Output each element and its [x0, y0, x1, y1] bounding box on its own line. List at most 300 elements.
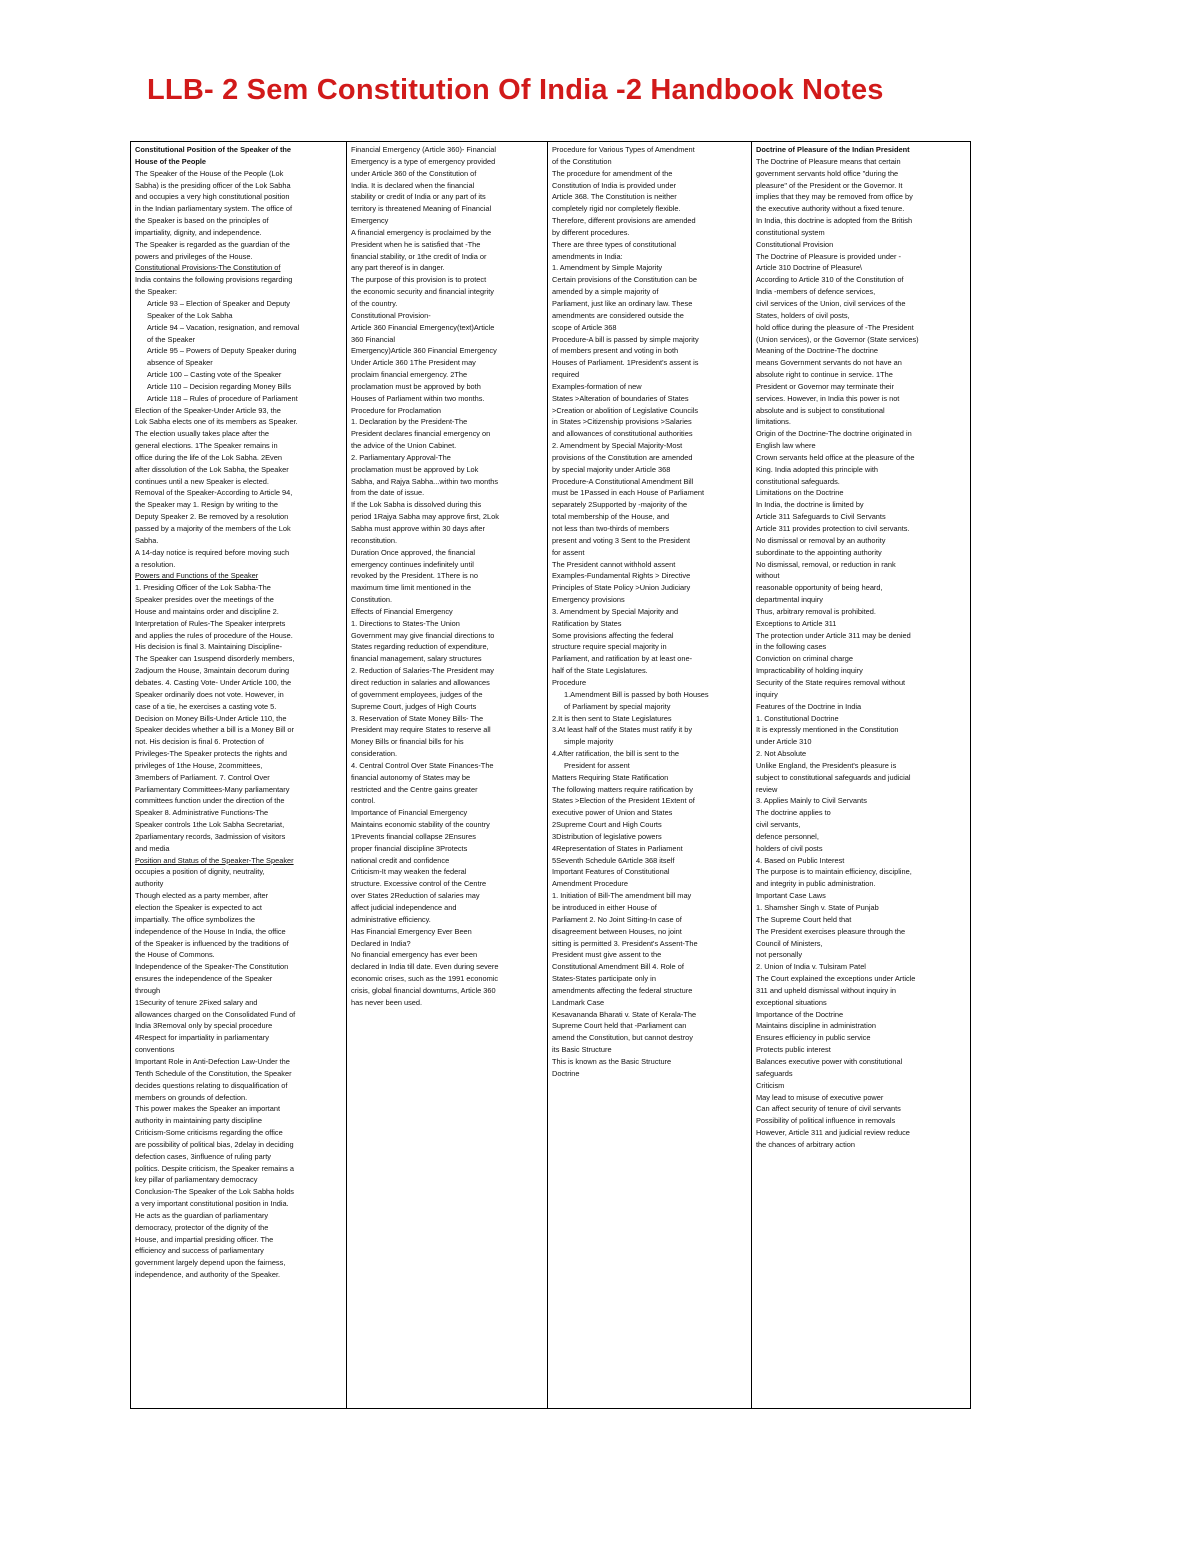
note-line: Ratification by States [552, 618, 622, 628]
note-line: emergency continues indefinitely until [351, 559, 474, 569]
note-line: separately 2Supported by -majority of the [552, 500, 688, 510]
note-line: debates. 4. Casting Vote- Under Article 100, the [135, 677, 292, 687]
note-line: stability or credit of India or any part of its [351, 192, 486, 202]
note-line: independence, and authority of the Speaker. [135, 1270, 281, 1280]
note-line: States regarding reduction of expenditure, [351, 642, 489, 652]
note-line: powers and privileges of the House. [135, 251, 253, 261]
note-line: Constitutional Provisions-The Constitution of [135, 263, 281, 273]
note-line: without [756, 571, 780, 581]
note-line: Speaker ordinarily does not vote. However, in [135, 689, 284, 699]
note-line: proclamation must be approved by both [351, 381, 481, 391]
note-line: Supreme Court held that -Parliament can [552, 1021, 687, 1031]
note-line: Removal of the Speaker-According to Article 94, [135, 488, 293, 498]
note-line: 1.Amendment Bill is passed by both Houses [564, 689, 709, 699]
note-line: May lead to misuse of executive power [756, 1092, 884, 1102]
note-line: States >Election of the President 1Extent of [552, 796, 695, 806]
note-line: proclaim financial emergency. 2The [351, 370, 468, 380]
note-line: 3. Reservation of State Money Bills- The [351, 713, 484, 723]
note-line: not less than two-thirds of members [552, 524, 670, 533]
note-line: exceptional situations [756, 997, 827, 1007]
note-line: Speaker of the Lok Sabha [147, 310, 233, 320]
note-line: Effects of Financial Emergency [351, 606, 453, 616]
note-line: 360 Financial [351, 334, 395, 344]
note-line: holders of civil posts [756, 843, 823, 853]
note-line: through [135, 985, 161, 995]
note-line: government largely depend upon the fairness, [135, 1258, 286, 1268]
note-line: under Article 360 of the Constitution of [351, 168, 477, 178]
note-line: government servants hold office "during the [756, 168, 899, 178]
note-line: 2adjourn the House, 3maintain decorum during [135, 666, 290, 676]
note-line: >Creation or abolition of Legislative Councils [552, 405, 699, 415]
note-line: absence of Speaker [147, 358, 213, 368]
note-line: 1. Initiation of Bill-The amendment bill may [552, 891, 692, 901]
note-line: proclamation must be approved by Lok [351, 464, 479, 474]
note-line: in the following cases [756, 642, 827, 652]
note-line: 2. Amendment by Special Majority-Most [552, 441, 683, 451]
note-line: hold office during the pleasure of -The President [756, 322, 914, 332]
note-line: total membership of the House, and [552, 512, 670, 522]
note-line: If the Lok Sabha is dissolved during this [351, 500, 482, 510]
note-line: territory is threatened Meaning of Financial [351, 204, 492, 214]
note-line: and integrity in public administration. [756, 879, 876, 889]
note-line: provisions of the Constitution are amended [552, 452, 693, 462]
notes-column-doctrine-of-pleasure [752, 142, 970, 1408]
note-line: No financial emergency has ever been [351, 950, 478, 960]
note-line: absolute and is subject to constitutional [756, 405, 885, 415]
note-line: 2. Union of India v. Tulsiram Patel [756, 962, 866, 972]
note-line: constitutional safeguards. [756, 476, 840, 486]
note-line: amendments in India: [552, 251, 623, 261]
note-line: departmental inquiry [756, 595, 823, 605]
note-line: 2. Reduction of Salaries-The President may [351, 666, 494, 676]
note-line: Exceptions to Article 311 [756, 618, 837, 628]
note-line: Constitutional Position of the Speaker of the [135, 145, 292, 154]
note-line: The Speaker of the House of the People (Lok [135, 168, 284, 178]
note-line: Government may give financial directions to [351, 630, 495, 640]
note-line: Sabha. [135, 535, 159, 545]
note-line: of government employees, judges of the [351, 689, 483, 699]
notes-column-speaker [131, 142, 347, 1408]
note-line: Supreme Court, judges of High Courts [351, 701, 477, 711]
note-line: Principles of State Policy >Union Judiciary [552, 583, 691, 593]
notes-column-amendment-procedure [548, 142, 752, 1408]
note-line: conventions [135, 1045, 175, 1055]
note-line: Procedure [552, 677, 587, 687]
note-line: 1Security of tenure 2Fixed salary and [135, 997, 258, 1007]
notes-table [130, 141, 971, 1409]
note-line: simple majority [564, 737, 614, 747]
note-line: of the Speaker [147, 334, 196, 344]
note-line: Impracticability of holding inquiry [756, 666, 863, 676]
note-line: of the Speaker is influenced by the traditions of [135, 938, 289, 948]
note-line: crisis, global financial downturns, Article 360 [351, 985, 496, 995]
note-line: States-States participate only in [552, 974, 656, 984]
note-line: present and voting 3 Sent to the President [552, 535, 691, 545]
note-line: amendments are considered outside the [552, 310, 684, 320]
note-line: Important Case Laws [756, 891, 826, 901]
note-line: English law where [756, 441, 816, 451]
note-line: 2. Parliamentary Approval-The [351, 452, 451, 462]
note-line: Constitution of India is provided under [552, 180, 677, 190]
note-line: structure. Excessive control of the Centre [351, 879, 487, 889]
note-line: maximum time limit mentioned in the [351, 583, 471, 593]
note-line: In India, this doctrine is adopted from the British [756, 216, 913, 226]
note-line: Landmark Case [552, 997, 605, 1007]
note-line: civil services of the Union, civil services of the [756, 298, 906, 308]
note-line: Emergency provisions [552, 595, 625, 605]
note-line: disagreement between Houses, no joint [552, 926, 682, 936]
note-line: Origin of the Doctrine-The doctrine originated in [756, 429, 912, 439]
note-line: Speaker 8. Administrative Functions-The [135, 808, 269, 818]
note-line: It is expressly mentioned in the Constitution [756, 725, 899, 735]
note-line: absolute right to continue in service. 1The [756, 370, 893, 380]
note-line: Therefore, different provisions are amended [552, 216, 696, 226]
document-title: LLB- 2 Sem Constitution Of India -2 Handbook Notes [147, 74, 884, 106]
note-line: review [756, 784, 778, 794]
note-line: House and maintains order and discipline 2. [135, 606, 279, 616]
note-line: defence personnel, [756, 831, 819, 841]
note-line: 3.At least half of the States must ratify it by [552, 725, 693, 735]
note-line: the executive authority without a fixed tenure. [756, 204, 905, 214]
note-line: The purpose of this provision is to protect [351, 275, 487, 285]
note-line: 1. Shamsher Singh v. State of Punjab [756, 903, 879, 912]
note-line: decides questions relating to disqualification of [135, 1080, 288, 1090]
note-line: Parliament, just like an ordinary law. These [552, 298, 693, 308]
note-line: 4Representation of States in Parliament [552, 843, 683, 853]
note-line: administrative efficiency. [351, 914, 431, 924]
note-line: of Parliament by special majority [564, 701, 671, 711]
note-line: by different procedures. [552, 227, 630, 237]
note-line: Possibility of political influence in removals [756, 1116, 896, 1126]
note-line: Thus, arbitrary removal is prohibited. [756, 606, 876, 616]
note-line: Some provisions affecting the federal [552, 630, 674, 640]
note-line: financial stability, or 1the credit of India or [351, 251, 487, 261]
note-line: from the date of issue. [351, 488, 425, 498]
note-line: declared in India till date. Even during severe [351, 962, 499, 972]
note-line: Constitutional Provision [756, 239, 834, 249]
note-line: independence of the House In India, the office [135, 926, 286, 936]
note-line: Constitutional Provision- [351, 310, 431, 320]
note-line: financial management, salary structures [351, 654, 482, 664]
note-line: constitutional system [756, 227, 825, 237]
note-line: general elections. 1The Speaker remains in [135, 441, 278, 451]
note-line: financial autonomy of States may be [351, 772, 471, 782]
note-line: Tenth Schedule of the Constitution, the Speaker [135, 1068, 292, 1078]
note-line: Certain provisions of the Constitution can be [552, 275, 698, 285]
note-line: The Doctrine of Pleasure means that certain [756, 156, 901, 166]
note-line: Article 94 – Vacation, resignation, and removal [147, 322, 300, 332]
note-line: King. India adopted this principle with [756, 464, 879, 474]
note-line: reasonable opportunity of being heard, [756, 583, 883, 593]
note-line: House, and impartial presiding officer. The [135, 1234, 274, 1244]
note-line: implies that they may be removed from office by [756, 192, 913, 202]
note-line: Criticism-It may weaken the federal [351, 867, 467, 877]
note-line: Decision on Money Bills-Under Article 110, the [135, 713, 287, 723]
note-line: in the Indian parliamentary system. The office of [135, 204, 293, 214]
note-line: Important Role in Anti-Defection Law-Under the [135, 1056, 290, 1066]
note-line: impartiality, dignity, and independence. [135, 227, 262, 237]
note-line: Importance of the Doctrine [756, 1009, 844, 1019]
note-line: States >Alteration of boundaries of States [552, 393, 689, 403]
note-line: No dismissal, removal, or reduction in rank [756, 559, 896, 569]
note-line: Conclusion-The Speaker of the Lok Sabha holds [135, 1187, 294, 1197]
note-line: Protects public interest [756, 1045, 831, 1055]
note-line: under Article 310 [756, 737, 812, 747]
note-line: in States >Citizenship provisions >Salaries [552, 417, 692, 427]
note-line: President may require States to reserve all [351, 725, 491, 735]
note-line: Position and Status of the Speaker-The Speaker [135, 855, 294, 865]
note-line: 4Respect for impartiality in parliamentary [135, 1033, 269, 1043]
note-line: Article 100 – Casting vote of the Speaker [147, 370, 282, 380]
note-line: The President exercises pleasure through the [756, 926, 906, 936]
note-line: Maintains economic stability of the country [351, 820, 490, 830]
note-line: authority [135, 879, 164, 889]
note-line: Constitution. [351, 595, 393, 605]
note-line: amended by a simple majority of [552, 287, 659, 297]
note-line: 1Prevents financial collapse 2Ensures [351, 831, 476, 841]
note-line: Article 110 – Decision regarding Money Bills [147, 381, 292, 391]
note-line: and allowances of constitutional authorities [552, 429, 693, 439]
note-line: key pillar of parliamentary democracy [135, 1175, 258, 1185]
note-line: Unlike England, the President's pleasure is [756, 760, 897, 770]
note-line: There are three types of constitutional [552, 239, 677, 249]
note-line: sitting is permitted 3. President's Assent-The [552, 938, 698, 948]
note-line: Amendment Procedure [552, 879, 628, 889]
note-line: Article 95 – Powers of Deputy Speaker during [147, 346, 297, 356]
note-line: In India, the doctrine is limited by [756, 500, 864, 510]
note-line: The procedure for amendment of the [552, 168, 673, 178]
note-line: Balances executive power with constitutional [756, 1056, 903, 1066]
note-line: However, Article 311 and judicial review reduce [756, 1128, 910, 1138]
note-line: the Speaker may 1. Resign by writing to the [135, 500, 278, 510]
note-line: The Court explained the exceptions under Article [756, 974, 916, 984]
note-line: means Government servants do not have an [756, 358, 902, 368]
note-line: Interpretation of Rules-The Speaker interprets [135, 618, 286, 628]
note-line: Article 310 Doctrine of Pleasure\ [756, 263, 862, 273]
note-line: services. However, in India this power is not [756, 393, 900, 403]
note-line: the Speaker is based on the principles of [135, 216, 269, 226]
note-line: President declares financial emergency on [351, 429, 491, 439]
note-line: privileges of 1the House, 2committees, [135, 760, 263, 770]
note-line: The doctrine applies to [756, 808, 831, 818]
note-line: direct reduction in salaries and allowances [351, 677, 490, 687]
note-line: Procedure for Various Types of Amendment [552, 145, 695, 154]
note-line: completely rigid nor completely flexible. [552, 204, 681, 214]
note-line: after dissolution of the Lok Sabha, the Speaker [135, 464, 289, 474]
note-line: Important Features of Constitutional [552, 867, 670, 877]
note-line: Speaker controls 1the Lok Sabha Secretariat, [135, 820, 285, 830]
note-line: not personally [756, 950, 803, 960]
note-line: Powers and Functions of the Speaker [135, 571, 259, 581]
note-line: 1. Presiding Officer of the Lok Sabha-The [135, 583, 271, 593]
note-line: must be 1Passed in each House of Parliament [552, 488, 705, 498]
note-line: Constitutional Amendment Bill 4. Role of [552, 962, 684, 972]
note-line: Parliamentary Committees-Many parliamentary [135, 784, 290, 794]
note-line: occupies a position of dignity, neutrality, [135, 867, 265, 877]
note-line: This power makes the Speaker an important [135, 1104, 281, 1114]
note-line: 2parliamentary records, 3admission of visitors [135, 831, 286, 841]
note-line: democracy, protector of the dignity of the [135, 1222, 269, 1232]
note-line: for assent [552, 547, 585, 557]
note-line: Conviction on criminal charge [756, 654, 853, 664]
note-line: of members present and voting in both [552, 346, 679, 356]
note-line: Deputy Speaker 2. Be removed by a resolution [135, 512, 289, 522]
note-line: Duration Once approved, the financial [351, 547, 476, 557]
note-line: No dismissal or removal by an authority [756, 535, 886, 545]
note-line: Procedure for Proclamation [351, 405, 441, 415]
note-line: Procedure-A bill is passed by simple majority [552, 334, 699, 344]
note-line: According to Article 310 of the Constitution of [756, 275, 904, 285]
note-line: Article 368. The Constitution is neither [552, 192, 677, 202]
note-line: any part thereof is in danger. [351, 263, 445, 273]
note-line: Limitations on the Doctrine [756, 488, 844, 498]
note-line: office during the life of the Lok Sabha. 2Even [135, 452, 282, 462]
note-line: a resolution. [135, 559, 176, 569]
note-line: Article 311 provides protection to civil servants. [756, 524, 910, 533]
note-line: The following matters require ratification by [552, 784, 693, 794]
note-line: The President cannot withhold assent [552, 559, 676, 569]
note-line: Examples-Fundamental Rights > Directive [552, 571, 691, 581]
note-line: Procedure-A Constitutional Amendment Bill [552, 476, 694, 486]
note-line: 1. Declaration by the President-The [351, 417, 468, 427]
note-line: 1. Directions to States-The Union [351, 618, 460, 628]
note-line: defection cases, 3influence of ruling party [135, 1151, 271, 1161]
note-line: House of the People [135, 156, 207, 166]
note-line: pleasure" of the President or the Governor. It [756, 180, 903, 190]
note-line: Has Financial Emergency Ever Been [351, 926, 472, 936]
note-line: Can affect security of tenure of civil servants [756, 1104, 901, 1114]
note-line: The election usually takes place after the [135, 429, 269, 439]
note-line: efficiency and success of parliamentary [135, 1246, 264, 1256]
note-line: Matters Requiring State Ratification [552, 772, 669, 782]
note-line: Maintains discipline in administration [756, 1021, 876, 1031]
note-line: India -members of defence services, [756, 287, 876, 297]
note-line: a very important constitutional position in India. [135, 1199, 289, 1209]
note-line: the chances of arbitrary action [756, 1139, 856, 1149]
note-line: and media [135, 843, 170, 853]
note-line: The Speaker is regarded as the guardian of the [135, 239, 290, 249]
note-line: are possibility of political bias, 2delay in deciding [135, 1139, 294, 1149]
note-line: of the Constitution [552, 156, 612, 166]
note-line: 4. Based on Public Interest [756, 855, 845, 865]
note-line: Article 118 – Rules of procedure of Parliament [147, 393, 298, 403]
note-line: restricted and the Centre gains greater [351, 784, 478, 794]
note-line: allowances charged on the Consolidated Fund of [135, 1009, 296, 1019]
note-line: President must give assent to the [552, 950, 662, 960]
note-line: 2.It is then sent to State Legislatures [552, 713, 672, 723]
note-line: politics. Despite criticism, the Speaker remains a [135, 1163, 294, 1173]
note-line: India contains the following provisions regarding [135, 275, 293, 285]
note-line: case of a tie, he exercises a casting vote 5. [135, 701, 277, 711]
note-line: control. [351, 796, 376, 806]
note-line: Parliament 2. No Joint Sitting-In case of [552, 914, 682, 924]
note-line: Doctrine of Pleasure of the Indian President [756, 145, 910, 154]
note-line: amendments affecting the federal structure [552, 985, 693, 995]
note-line: amend the Constitution, but cannot destroy [552, 1033, 693, 1043]
notes-column-financial-emergency [347, 142, 548, 1408]
note-line: 1. Constitutional Doctrine [756, 713, 839, 723]
note-line: President or Governor may terminate their [756, 381, 895, 391]
note-line: and occupies a very high constitutional position [135, 192, 290, 202]
note-line: Sabha) is the presiding officer of the Lok Sabha [135, 180, 291, 190]
note-line: The Doctrine of Pleasure is provided under - [756, 251, 902, 261]
note-line: authority in maintaining party discipline [135, 1116, 262, 1126]
note-line: This is known as the Basic Structure [552, 1056, 672, 1066]
note-line: India. It is declared when the financial [351, 180, 475, 190]
note-line: 2. Not Absolute [756, 749, 807, 759]
note-line: India 3Removal only by special procedure [135, 1021, 273, 1031]
note-line: impartially. The office symbolizes the [135, 914, 255, 924]
note-line: States, holders of civil posts, [756, 310, 850, 320]
note-line: passed by a majority of the members of the Lok [135, 524, 291, 533]
note-line: economic crises, such as the 1991 economic [351, 974, 499, 984]
note-line: President for assent [564, 760, 630, 770]
note-line: civil servants, [756, 820, 801, 830]
note-line: safeguards [756, 1068, 793, 1078]
note-line: The Speaker can 1suspend disorderly members, [135, 654, 295, 664]
note-line: He acts as the guardian of parliamentary [135, 1210, 269, 1220]
note-line: the Speaker: [135, 287, 177, 297]
note-line: Parliament, and ratification by at least one- [552, 654, 693, 664]
note-line: Houses of Parliament within two months. [351, 393, 485, 403]
note-line: of the country. [351, 298, 398, 308]
note-line: Emergency [351, 216, 389, 226]
note-line: 4. Central Control Over State Finances-The [351, 760, 494, 770]
note-line: Ensures efficiency in public service [756, 1033, 871, 1043]
note-line: Council of Ministers, [756, 938, 823, 948]
note-line: 311 and upheld dismissal without inquiry in [756, 985, 896, 995]
note-line: Privileges-The Speaker protects the rights and [135, 749, 287, 759]
note-line: Examples-formation of new [552, 381, 642, 391]
note-line: continues until a new Speaker is elected. [135, 476, 269, 486]
note-line: Speaker presides over the meetings of the [135, 595, 274, 605]
note-line: Speaker decides whether a bill is a Money Bill or [135, 725, 294, 735]
note-line: consideration. [351, 749, 398, 759]
note-line: Article 360 Financial Emergency(text)Article [351, 322, 495, 332]
note-line: Criticism-Some criticisms regarding the office [135, 1128, 283, 1138]
note-line: Criticism [756, 1080, 785, 1090]
note-line: the economic security and financial integrity [351, 287, 494, 297]
note-line: A 14-day notice is required before moving such [135, 547, 290, 557]
note-line: Emergency is a type of emergency provided [351, 156, 496, 166]
note-line: the advice of the Union Cabinet. [351, 441, 457, 451]
note-line: the House of Commons. [135, 950, 215, 960]
note-line: 3Distribution of legislative powers [552, 831, 662, 841]
note-line: Though elected as a party member, after [135, 891, 269, 901]
note-line: Kesavananda Bharati v. State of Kerala-The [552, 1009, 697, 1019]
note-line: ensures the independence of the Speaker [135, 974, 273, 984]
note-line: A financial emergency is proclaimed by the [351, 227, 492, 237]
note-line: scope of Article 368 [552, 322, 617, 332]
note-line: Crown servants held office at the pleasure of the [756, 452, 915, 462]
note-line: Money Bills or financial bills for his [351, 737, 464, 747]
note-line: Emergency)Article 360 Financial Emergency [351, 346, 497, 356]
note-line: subject to constitutional safeguards and judicial [756, 772, 911, 782]
note-line: Security of the State requires removal without [756, 677, 906, 687]
note-line: and applies the rules of procedure of the House. [135, 630, 293, 640]
note-line: Sabha must approve within 30 days after [351, 524, 485, 533]
note-line: Financial Emergency (Article 360)- Financial [351, 145, 496, 154]
note-line: period 1Rajya Sabha may approve first, 2Lok [351, 512, 499, 522]
note-line: required [552, 370, 580, 380]
note-line: Declared in India? [351, 938, 411, 948]
note-line: 3. Applies Mainly to Civil Servants [756, 796, 867, 806]
note-line: Importance of Financial Emergency [351, 808, 468, 818]
note-line: 3members of Parliament. 7. Control Over [135, 772, 270, 782]
note-line: proper financial discipline 3Protects [351, 843, 468, 853]
note-line: 3. Amendment by Special Majority and [552, 606, 679, 616]
note-line: revoked by the President. 1There is no [351, 571, 478, 581]
